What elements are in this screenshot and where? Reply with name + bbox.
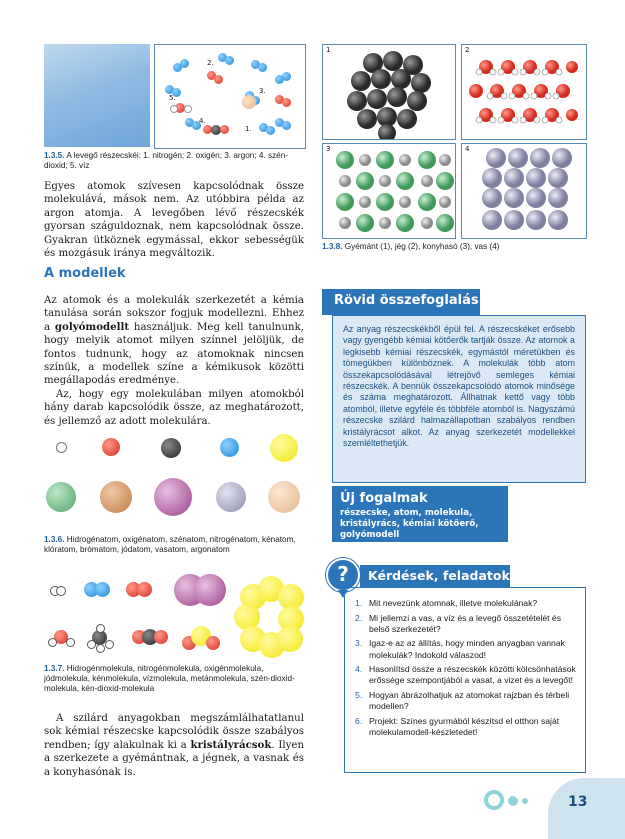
summary-title: Rövid összefoglalás: [334, 293, 479, 308]
bubble-icon: [484, 790, 504, 810]
co2-oxygen-atom: [220, 125, 229, 134]
paragraph-models: [44, 294, 304, 388]
sulfur-atom: [270, 434, 298, 462]
particle-label-nitrogen: 1.: [245, 125, 252, 133]
new-terms-title: Új fogalmak: [340, 491, 428, 506]
nitrogen-atom: [282, 72, 291, 81]
summary-text: Az anyag részecskékből épül fel. A részecskéket erősebb vagy gyengébb kémiai kötőerők tartják össze. Az atomok a legkisebb kémiai részecskék, egymástól méretükben és tömegükben különböznek. A molekulák több atom összekapcsolódásával létrejövő semleges kémiai részecskék. A bennük összekapcsolódó atomok minősége és száma meghatározott. Állhatnak kettő vagy több atomból, illetve egyféle és többféle atomból is. Nagyszámú részecske szilárd halmazállapotban szabályos rendben kristályrácsot alkot. Az anyag szerkezetét modellekkel szemléltethetjük.: [343, 324, 575, 449]
oxygen-atom: [214, 75, 223, 84]
question-number: 1.: [355, 598, 363, 608]
question-number: 6.: [355, 715, 363, 726]
question-text: Mi jellemzi a vas, a víz és a levegő összetételét és belső szerkezetét?: [369, 612, 562, 634]
panel-number: 2: [465, 46, 470, 54]
panel-number: 4: [465, 145, 470, 153]
question-number: 3.: [355, 638, 363, 649]
question-text: Projekt: Színes gyurmából készítsd el otthon saját molekulamodell-készletedet!: [369, 715, 560, 737]
page-number-cloud: [548, 778, 625, 839]
nitrogen-atom: [258, 63, 267, 72]
iodine-atom: [154, 478, 192, 516]
bubble-icon: [522, 798, 528, 804]
question-text: Hasonlítsd össze a részecskék közötti kölcsönhatások erőssége szempontjából a vasat, a vizet és a levegőt!: [369, 664, 576, 686]
summary-box: [332, 315, 586, 483]
bold-term: golyómodellt: [54, 320, 130, 333]
panel-number: 1: [326, 46, 331, 54]
particle-label-oxygen: 2.: [207, 59, 214, 67]
question-number: 5.: [355, 690, 363, 701]
question-item: [355, 613, 577, 635]
chlorine-atom: [46, 482, 76, 512]
crystal-panel-iron: [461, 143, 587, 239]
new-terms-text: részecske, atom, molekula, kristályrács, kémiai kötőerő, golyómodell: [340, 508, 479, 540]
questions-list: [355, 598, 577, 738]
nitrogen-atom: [225, 56, 234, 65]
caption-number: 1.3.5.: [44, 151, 65, 160]
nitrogen-atom: [282, 121, 291, 130]
question-item: [355, 598, 577, 609]
oxygen-atom: [154, 630, 168, 644]
carbon-atom: [161, 438, 181, 458]
new-terms-box: [332, 486, 508, 542]
caption-text: Hidrogénmolekula, nitrogénmolekula, oxigénmolekula, jódmolekula, kénmolekula, vízmolekula, metánmolekula, szén-dioxid-molekula, kén-dioxid-molekula: [44, 664, 295, 694]
sky-photo: [44, 44, 150, 147]
paragraph-crystals: [44, 712, 304, 779]
water-hydrogen-atom: [184, 105, 192, 113]
question-item: [355, 690, 577, 712]
hydrogen-atom: [56, 442, 67, 453]
water-hydrogen-atom: [170, 105, 178, 113]
fig-1-3-5-caption: [44, 151, 304, 171]
question-text: Mit nevezünk atomnak, illetve molekulának?: [369, 598, 538, 608]
argon-atom: [268, 481, 300, 513]
hydrogen-atom: [66, 638, 75, 647]
air-particles-illustration: [154, 44, 306, 149]
crystal-panel-diamond: [322, 44, 456, 140]
caption-text: A levegő részecskéi: 1. nitrogén; 2. oxigén; 3. argon; 4. szén-dioxid; 5. víz: [44, 151, 288, 171]
crystal-panel-salt: [322, 143, 456, 239]
question-number: 4.: [355, 664, 363, 675]
oxygen-atom: [282, 98, 291, 107]
text: Az atomok és a molekulák szerkezetét a kémia tanulása során sokszor fogjuk modellezni. Ehhez a: [44, 295, 304, 333]
question-text: Igaz-e az az állítás, hogy minden anyagban vannak molekulák? Indokold válaszod!: [369, 638, 565, 660]
hydrogen-atom: [87, 640, 96, 649]
bromine-atom: [100, 481, 132, 513]
hydrogen-atom: [105, 640, 114, 649]
particle-label-co2: 4.: [199, 117, 206, 125]
hydrogen-atom: [96, 644, 105, 653]
question-item: [355, 716, 577, 738]
caption-number: 1.3.8.: [322, 242, 343, 251]
text: A szilárd anyagokban megszámlálhatatlanul sok kémiai részecske kapcsolódik össze szabályos rendben; így alakulnak ki a: [44, 713, 304, 751]
molecules-illustration: [44, 570, 304, 662]
caption-text: Hidrogénatom, oxigénatom, szénatom, nitrogénatom, kénatom, klóratom, brómatom, jódatom, vasatom, argonatom: [44, 535, 296, 555]
iron-lattice: [462, 144, 586, 238]
nitrogen-atom: [220, 438, 239, 457]
caption-number: 1.3.7.: [44, 664, 65, 673]
hydrogen-atom: [96, 624, 105, 633]
nitrogen-atom: [266, 126, 275, 135]
oxygen-atom: [137, 582, 152, 597]
section-title: A modellek: [44, 266, 126, 281]
particle-label-argon: 3.: [259, 87, 266, 95]
crystal-panel-ice: [461, 44, 587, 140]
page-number: 13: [568, 794, 588, 810]
fig-1-3-7-caption: [44, 664, 306, 695]
iron-atom: [216, 482, 246, 512]
summary-title-bar: [322, 289, 480, 315]
nitrogen-atom: [95, 582, 110, 597]
fig-1-3-6-caption: [44, 535, 304, 555]
decorative-dots: [480, 790, 540, 820]
questions-title-bar: [360, 565, 510, 587]
question-number: 2.: [355, 612, 363, 623]
question-text: Hogyan ábrázolhatjuk az atomokat rajzban és térbeli modellen?: [369, 690, 570, 712]
oxygen-atom: [102, 438, 120, 456]
paragraph-molecules: Egyes atomok szívesen kapcsolódnak össze molekulává, mások nem. Az utóbbira példa az argon atomja. A levegőben lévő részecskék gyorsan száguldoznak, nem kapcsolódnak össze. Gyakran ütköznek egymással, ekkor sebességük és mozgásuk iránya megváltozik.: [44, 181, 304, 260]
sulfur-atom: [277, 626, 303, 652]
fig-1-3-8-caption: [322, 242, 586, 252]
salt-lattice: [323, 144, 455, 238]
paragraph-composition: Az, hogy egy molekulában milyen atomokból hány darab kapcsolódik össze, az meghatározott, és jellemző az adott molekulára.: [44, 389, 304, 427]
hydrogen-atom: [56, 586, 66, 596]
bold-term: kristályrácsok: [190, 738, 272, 751]
ice-lattice: [462, 45, 586, 139]
questions-box: [344, 587, 586, 773]
questions-title: Kérdések, feladatok: [368, 568, 510, 583]
caption-number: 1.3.6.: [44, 535, 65, 544]
diamond-lattice: [323, 45, 455, 139]
panel-number: 3: [326, 145, 331, 153]
atoms-illustration: [44, 430, 304, 530]
hydrogen-atom: [48, 638, 57, 647]
argon-atom: [242, 95, 256, 109]
question-item: [355, 664, 577, 686]
question-item: [355, 638, 577, 660]
caption-text: Gyémánt (1), jég (2), konyhasó (3), vas (4): [344, 242, 500, 251]
bubble-icon: [508, 796, 518, 806]
iodine-atom: [194, 574, 226, 606]
text: . Ilyen a szerkezete a gyémántnak, a jégnek, a vasnak és a konyhasónak is.: [44, 739, 305, 778]
oxygen-atom: [206, 636, 220, 650]
nitrogen-atom: [180, 59, 189, 68]
question-mark-icon: ?: [337, 562, 349, 586]
particle-label-water: 5.: [169, 94, 176, 102]
text: használjuk. Meg kell tanulnunk, hogy melyik atomot milyen színnel jelöljük, de fontos tudnunk, hogy az atomoknak nincsen színük, a modellek színe a kémikusok közötti megállapodás eredménye.: [44, 321, 305, 387]
